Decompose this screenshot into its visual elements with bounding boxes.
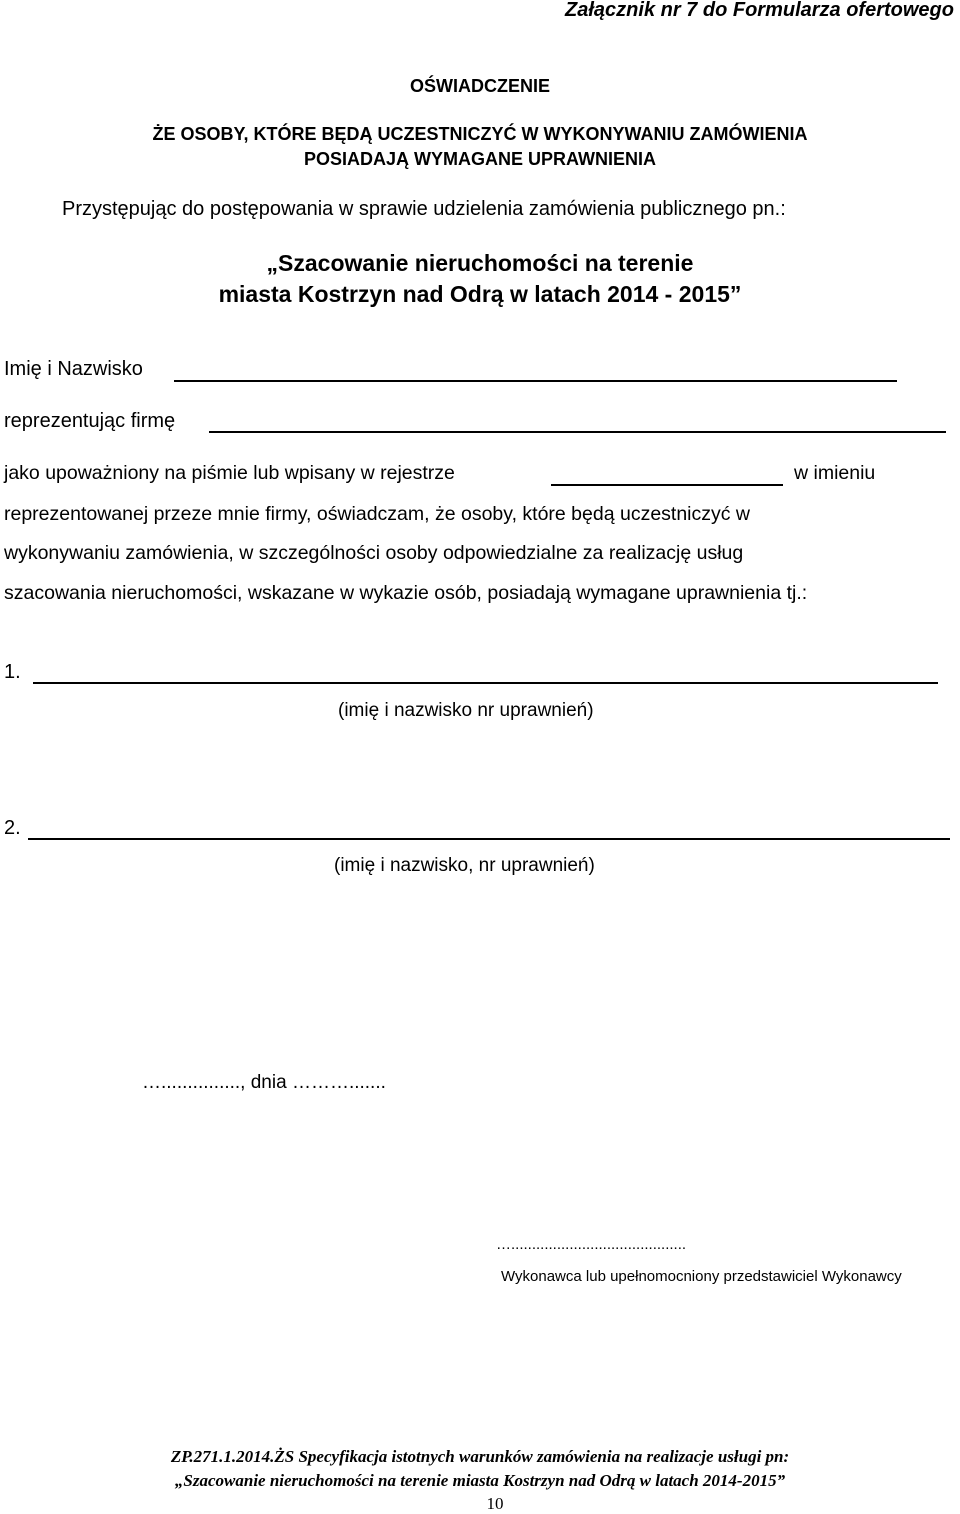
person-2-caption: (imię i nazwisko, nr uprawnień) bbox=[334, 855, 595, 876]
body-line-1-start: jako upoważniony na piśmie lub wpisany w rejestrze bbox=[4, 462, 455, 484]
body-line-4: szacowania nieruchomości, wskazane w wykazie osób, posiadają wymagane uprawnienia tj.: bbox=[4, 582, 808, 604]
annex-title: Załącznik nr 7 do Formularza ofertowego bbox=[565, 0, 954, 21]
person-2-fill-line bbox=[28, 838, 950, 840]
signature-caption: Wykonawca lub upełnomocniony przedstawiciel Wykonawcy bbox=[501, 1268, 902, 1285]
subject-line-2: miasta Kostrzyn nad Odrą w latach 2014 - 2015” bbox=[218, 281, 742, 307]
subject-line-1: „Szacowanie nieruchomości na terenie bbox=[266, 250, 694, 276]
name-fill-line bbox=[174, 380, 897, 382]
name-label: Imię i Nazwisko bbox=[4, 358, 143, 380]
person-1-fill-line bbox=[33, 682, 938, 684]
date-place-line: …..............., dnia ………....... bbox=[142, 1072, 386, 1093]
page-number: 10 bbox=[486, 1494, 504, 1513]
document-heading: OŚWIADCZENIE bbox=[409, 76, 550, 96]
company-fill-line bbox=[209, 431, 946, 433]
document-subheading-line-1: ŻE OSOBY, KTÓRE BĘDĄ UCZESTNICZYĆ W WYKONYWANIU ZAMÓWIENIA bbox=[152, 124, 808, 144]
person-1-caption: (imię i nazwisko nr uprawnień) bbox=[338, 700, 594, 721]
person-2-number: 2. bbox=[4, 817, 21, 839]
intro-text: Przystępując do postępowania w sprawie udzielenia zamówienia publicznego pn.: bbox=[62, 198, 786, 220]
signature-dots: ….......................................... bbox=[496, 1236, 687, 1253]
document-subheading-line-2: POSIADAJĄ WYMAGANE UPRAWNIENIA bbox=[303, 149, 657, 169]
body-line-2: reprezentowanej przeze mnie firmy, oświadczam, że osoby, które będą uczestniczyć w bbox=[4, 503, 751, 525]
company-label: reprezentując firmę bbox=[4, 410, 176, 432]
body-line-1-end: w imieniu bbox=[794, 462, 876, 484]
footer-line-1: ZP.271.1.2014.ŻS Specyfikacja istotnych warunków zamówienia na realizacje usługi pn: bbox=[170, 1447, 790, 1466]
footer-line-2: „Szacowanie nieruchomości na terenie miasta Kostrzyn nad Odrą w latach 2014-2015” bbox=[174, 1471, 786, 1490]
register-fill-line bbox=[551, 484, 783, 486]
person-1-number: 1. bbox=[4, 661, 21, 683]
body-line-3: wykonywaniu zamówienia, w szczególności osoby odpowiedzialne za realizację usług bbox=[4, 542, 744, 564]
